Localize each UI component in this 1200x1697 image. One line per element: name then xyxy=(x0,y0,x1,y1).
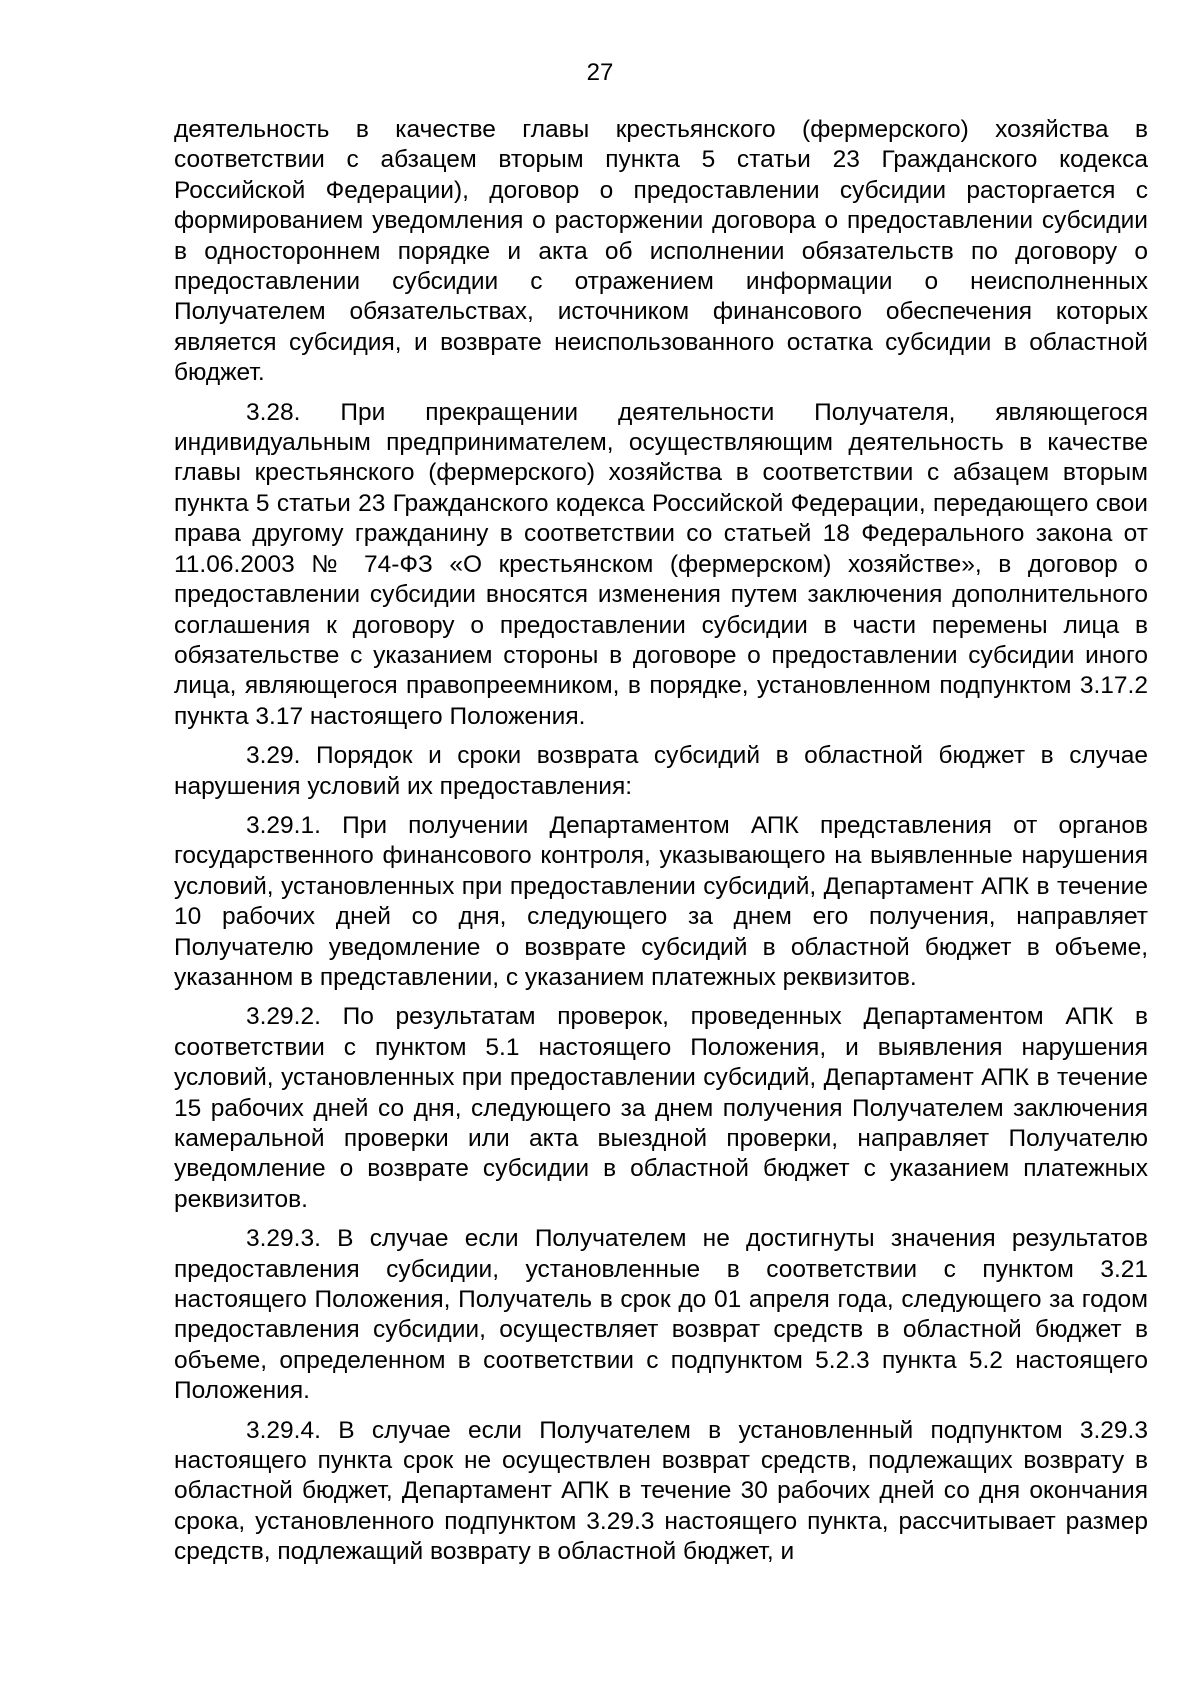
paragraph-3-28: 3.28. При прекращении деятельности Получателя, являющегося индивидуальным предпринимателем, осуществляющим деятельность в качестве главы крестьянского (фермерского) хозяйства в соответствии с абзацем вторым пункта 5 статьи 23 Гражданского кодекса Российской Федерации, передающего свои права другому гражданину в соответствии со статьей 18 Федерального закона от 11.06.2003 № 74-ФЗ «О крестьянском (фермерском) хозяйстве», в договор о предоставлении субсидии вносятся изменения путем заключения дополнительного соглашения к договору о предоставлении субсидии в части перемены лица в обязательстве с указанием стороны в договоре о предоставлении субсидии иного лица, являющегося правопреемником, в порядке, установленном подпунктом 3.17.2 пункта 3.17 настоящего Положения. xyxy=(174,398,1148,730)
paragraph-3-29-4: 3.29.4. В случае если Получателем в установленный подпунктом 3.29.3 настоящего пункта срок не осуществлен возврат средств, подлежащих возврату в областной бюджет, Департамент АПК в течение 30 рабочих дней со дня окончания срока, установленного подпунктом 3.29.3 настоящего пункта, рассчитывает размер средств, подлежащий возврату в областной бюджет, и xyxy=(174,1416,1148,1566)
paragraph-3-29: 3.29. Порядок и сроки возврата субсидий в областной бюджет в случае нарушения условий их предоставления: xyxy=(174,742,1148,800)
paragraph-continuation: деятельность в качестве главы крестьянского (фермерского) хозяйства в соответствии с абзацем вторым пункта 5 статьи 23 Гражданского кодекса Российской Федерации), договор о предоставлении субсидии расторгается с формированием уведомления о расторжении договора о предоставлении субсидии в одностороннем порядке и акта об исполнении обязательств по договору о предоставлении субсидии с отражением информации о неисполненных Получателем обязательствах, источником финансового обеспечения которых является субсидия, и возврате неиспользованного остатка субсидии в областной бюджет. xyxy=(174,116,1148,387)
paragraph-3-29-3: 3.29.3. В случае если Получателем не достигнуты значения результатов предоставления субсидии, установленные в соответствии с пунктом 3.21 настоящего Положения, Получатель в срок до 01 апреля года, следующего за годом предоставления субсидии, осуществляет возврат средств в областной бюджет в объеме, определенном в соответствии с подпунктом 5.2.3 пункта 5.2 настоящего Положения. xyxy=(174,1225,1148,1405)
paragraph-3-29-1: 3.29.1. При получении Департаментом АПК представления от органов государственного финансового контроля, указывающего на выявленные нарушения условий, установленных при предоставлении субсидий, Департамент АПК в течение 10 рабочих дней со дня, следующего за днем его получения, направляет Получателю уведомление о возврате субсидий в областной бюджет в объеме, указанном в представлении, с указанием платежных реквизитов. xyxy=(174,811,1148,991)
page-number: 27 xyxy=(586,59,614,86)
document-body xyxy=(174,115,1148,1577)
paragraph-3-29-2: 3.29.2. По результатам проверок, проведенных Департаментом АПК в соответствии с пунктом 5.1 настоящего Положения, и выявления нарушения условий, установленных при предоставлении субсидий, Департамент АПК в течение 15 рабочих дней со дня, следующего за днем получения Получателем заключения камеральной проверки или акта выездной проверки, направляет Получателю уведомление о возврате субсидии в областной бюджет с указанием платежных реквизитов. xyxy=(174,1003,1148,1213)
